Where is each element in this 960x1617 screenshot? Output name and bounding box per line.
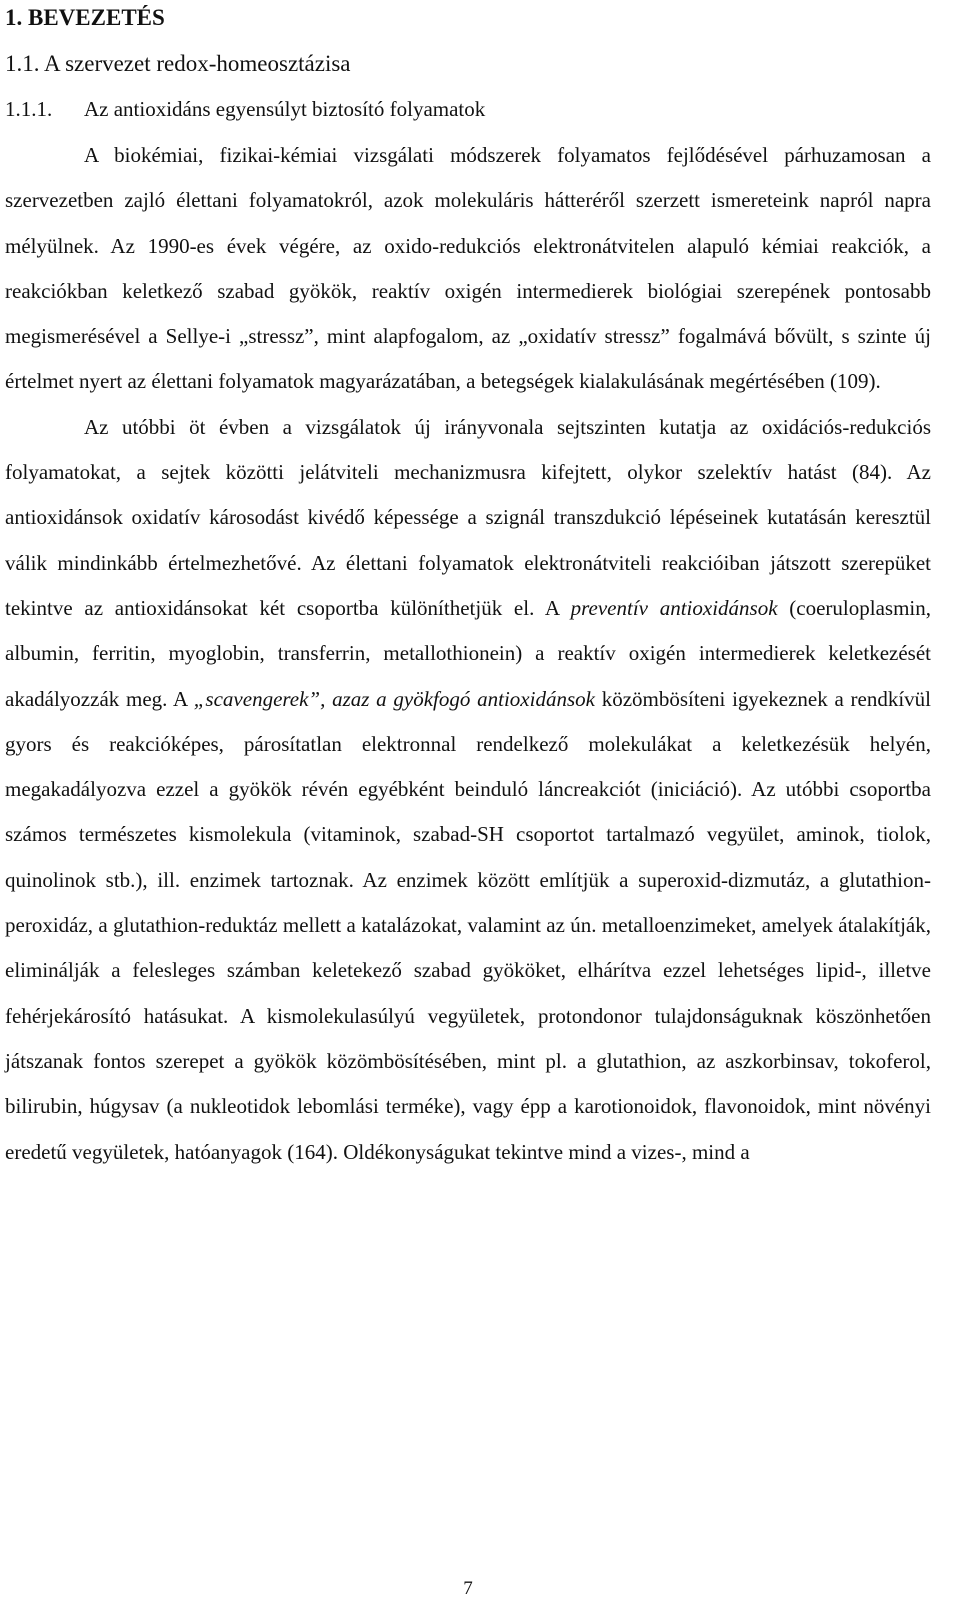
subsection-number: 1.1.1. xyxy=(5,97,53,121)
scavenger-antioxidants-term: „scavengerek”, azaz a gyökfogó antioxidánsok xyxy=(193,686,595,711)
paragraph-2 xyxy=(5,405,931,1175)
paragraph-2-part-2: (coeruloplasmin, albumin, ferritin, myoglobin, transferrin, metallothionein) a reaktív oxigén intermedierek keletkezését akadályozzák meg. A xyxy=(5,595,931,711)
paragraph-2-part-1: Az utóbbi öt évben a vizsgálatok új irányvonala sejtszinten kutatja az oxidációs-redukciós folyamatokat, a sejtek közötti jelátviteli mechanizmusra kifejtett, olykor szelektív hatást (84). Az antioxidánsok oxidatív károsodást kivédő képessége a szignál transzdukció lépéseinek kutatásán keresztül válik mindinkább értelmezhetővé. Az élettani folyamatok elektronátviteli reakcióiban játszott szerepüket tekintve az antioxidánsokat két csoportba különíthetjük el. A xyxy=(5,414,931,620)
body-text xyxy=(5,133,931,1175)
subsection-heading xyxy=(5,93,485,125)
paragraph-2-part-3: közömbösíteni igyekeznek a rendkívül gyors és reakcióképes, párosítatlan elektronnal rendelkező molekulákat a keletkezésük helyén, megakadályozva ezzel a gyökök révén egyébként beinduló láncreakciót (iniciáció). Az utóbbi csoportba számos természetes kismolekula (vitaminok, szabad-SH csoportot tartalmazó vegyület, aminok, tiolok, quinolinok stb.), ill. enzimek tartoznak. Az enzimek között említjük a superoxid-dizmutáz, a glutathion-peroxidáz, a glutathion-reduktáz mellett a katalázokat, valamint az ún. metalloenzimeket, amelyek átalakítják, eliminálják a felesleges számban keletekező szabad gyököket, elhárítva ezzel lehetséges lipid-, illetve fehérjekárosító hatásukat. A kismolekulasúlyú vegyületek, protondonor tulajdonságuknak köszönhetően játszanak fontos szerepet a gyökök közömbösítésében, mint pl. a glutathion, az aszkorbinsav, tokoferol, bilirubin, húgysav (a nukleotidok lebomlási terméke), vagy épp a karotionoidok, flavonoidok, mint növényi eredetű vegyületek, hatóanyagok (164). Oldékonyságukat tekintve mind a vizes-, mind a xyxy=(5,686,931,1164)
page-number: 7 xyxy=(463,1578,473,1599)
chapter-heading: 1. BEVEZETÉS xyxy=(5,5,165,30)
subsection-title: Az antioxidáns egyensúlyt biztosító folyamatok xyxy=(84,97,486,121)
section-heading: 1.1. A szervezet redox-homeosztázisa xyxy=(5,51,351,76)
paragraph-1: A biokémiai, fizikai-kémiai vizsgálati módszerek folyamatos fejlődésével párhuzamosan a szervezetben zajló élettani folyamatokról, azok molekuláris hátteréről szerzett ismereteink napról napra mélyülnek. Az 1990-es évek végére, az oxido-redukciós elektronátvitelen alapuló kémiai reakciók, a reakciókban keletkező szabad gyökök, reaktív oxigén intermedierek biológiai szerepének pontosabb megismerésével a Sellye-i „stressz”, mint alapfogalom, az „oxidatív stressz” fogalmává bővült, s szinte új értelmet nyert az élettani folyamatok magyarázatában, a betegségek kialakulásának megértésében (109). xyxy=(5,143,931,394)
preventive-antioxidants-term: preventív antioxidánsok xyxy=(570,595,778,620)
